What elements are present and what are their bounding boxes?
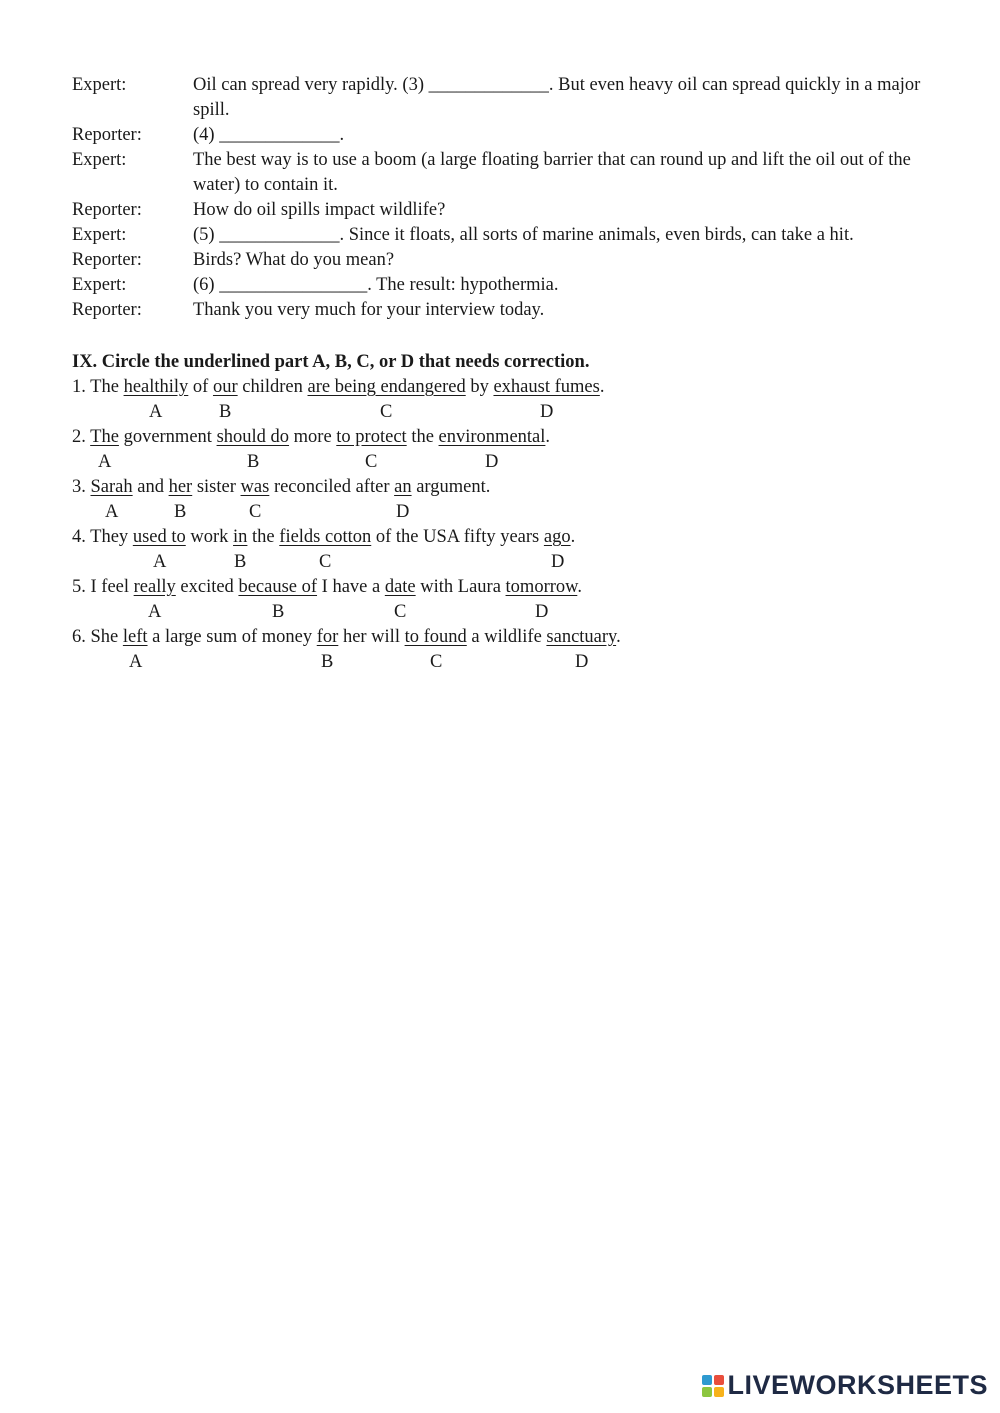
speech-text: The best way is to use a boom (a large floating barrier that can round up and lift the oil out of the water) to contain it.: [193, 150, 911, 195]
option-letter[interactable]: A: [129, 652, 143, 672]
option-letter[interactable]: C: [319, 552, 332, 572]
question-sentence: [72, 575, 972, 600]
sentence-text: .: [570, 527, 576, 547]
underlined-part: healthily: [123, 377, 189, 397]
underlined-part: The: [90, 427, 119, 447]
sentence-text: 3.: [72, 477, 91, 497]
underlined-part: for: [316, 627, 339, 647]
sentence-text: .: [577, 577, 582, 597]
dialogue-turn: [72, 273, 932, 298]
option-letter[interactable]: C: [394, 602, 407, 622]
sentence-text: of: [188, 377, 213, 397]
underlined-part: because of: [238, 577, 318, 597]
speaker-label: Expert:: [72, 225, 127, 245]
dialogue-turn: [72, 198, 932, 223]
underlined-part: an: [394, 477, 412, 497]
sentence-text: her will: [338, 627, 405, 647]
question-list: [72, 375, 972, 675]
option-letter[interactable]: A: [153, 552, 167, 572]
speech-text: (5) _____________. Since it floats, all sorts of marine animals, even birds, can take a hit.: [193, 225, 854, 245]
sentence-text: 1. The: [72, 377, 124, 397]
underlined-part: was: [240, 477, 270, 497]
option-letters: [72, 650, 972, 675]
option-letter[interactable]: D: [485, 452, 499, 472]
sentence-text: by: [465, 377, 494, 397]
speaker-label: Reporter:: [72, 200, 142, 220]
option-letter[interactable]: B: [234, 552, 247, 572]
underlined-part: exhaust fumes: [493, 377, 600, 397]
speaker-label: Expert:: [72, 75, 127, 95]
option-letter[interactable]: C: [365, 452, 378, 472]
underlined-part: left: [122, 627, 148, 647]
logo-square: [714, 1375, 724, 1385]
logo-mark-icon: [702, 1375, 724, 1397]
underlined-part: used to: [132, 527, 186, 547]
option-letter[interactable]: D: [540, 402, 554, 422]
sentence-text: 5. I feel: [72, 577, 134, 597]
underlined-part: tomorrow: [505, 577, 578, 597]
option-letter[interactable]: B: [174, 502, 187, 522]
sentence-text: more: [289, 427, 337, 447]
option-letters: [72, 500, 972, 525]
logo-square: [714, 1387, 724, 1397]
sentence-text: and: [132, 477, 169, 497]
sentence-text: .: [616, 627, 621, 647]
speech-text: How do oil spills impact wildlife?: [193, 200, 446, 220]
dialogue-turn: [72, 298, 932, 323]
sentence-text: children: [237, 377, 308, 397]
question-sentence: [72, 625, 972, 650]
option-letter[interactable]: B: [272, 602, 285, 622]
logo-text: LIVEWORKSHEETS: [727, 1370, 988, 1400]
option-letter[interactable]: C: [430, 652, 443, 672]
dialogue-turn: [72, 248, 932, 273]
option-letters: [72, 450, 972, 475]
exercise-title: IX. Circle the underlined part A, B, C, or D that needs correction.: [72, 352, 590, 372]
sentence-text: 2.: [72, 427, 91, 447]
sentence-text: 4. They: [72, 527, 133, 547]
speaker-label: Expert:: [72, 150, 127, 170]
sentence-text: the: [406, 427, 439, 447]
option-letter[interactable]: D: [396, 502, 410, 522]
sentence-text: a wildlife: [466, 627, 547, 647]
option-letter[interactable]: A: [98, 452, 112, 472]
sentence-text: work: [185, 527, 234, 547]
underlined-part: fields cotton: [279, 527, 372, 547]
dialogue-turn: [72, 123, 932, 148]
underlined-part: to found: [404, 627, 467, 647]
question-sentence: [72, 375, 972, 400]
sentence-text: reconciled after: [269, 477, 395, 497]
option-letter[interactable]: B: [247, 452, 260, 472]
option-letters: [72, 600, 972, 625]
option-letters: [72, 550, 972, 575]
underlined-part: environmental: [438, 427, 546, 447]
speaker-label: Reporter:: [72, 250, 142, 270]
speaker-label: Reporter:: [72, 300, 142, 320]
speaker-label: Reporter:: [72, 125, 142, 145]
underlined-part: should do: [216, 427, 290, 447]
underlined-part: date: [384, 577, 416, 597]
underlined-part: ago: [543, 527, 571, 547]
option-letter[interactable]: D: [535, 602, 549, 622]
sentence-text: of the USA fifty years: [371, 527, 544, 547]
sentence-text: .: [545, 427, 551, 447]
speech-text: Birds? What do you mean?: [193, 250, 395, 270]
dialogue-turn: [72, 73, 932, 123]
option-letter[interactable]: C: [249, 502, 262, 522]
option-letter[interactable]: D: [575, 652, 589, 672]
sentence-text: the: [247, 527, 280, 547]
underlined-part: are being endangered: [307, 377, 466, 397]
sentence-text: I have a: [317, 577, 385, 597]
speech-text: Oil can spread very rapidly. (3) _____________. But even heavy oil can spread quickly in a major spill.: [193, 75, 921, 120]
sentence-text: government: [118, 427, 217, 447]
speech-text: (4) _____________.: [193, 125, 345, 145]
speech-text: Thank you very much for your interview today.: [193, 300, 545, 320]
option-letter[interactable]: A: [148, 602, 162, 622]
exercise-ix: [72, 350, 972, 675]
interview-dialogue: [72, 73, 932, 323]
option-letters: [72, 400, 972, 425]
underlined-part: sanctuary: [546, 627, 617, 647]
underlined-part: her: [168, 477, 193, 497]
underlined-part: our: [212, 377, 238, 397]
underlined-part: Sarah: [90, 477, 133, 497]
sentence-text: 6. She: [72, 627, 123, 647]
option-letter[interactable]: A: [105, 502, 119, 522]
sentence-text: a large sum of money: [147, 627, 317, 647]
option-letter[interactable]: B: [219, 402, 232, 422]
logo-square: [702, 1387, 712, 1397]
logo-square: [702, 1375, 712, 1385]
sentence-text: argument.: [411, 477, 491, 497]
question-sentence: [72, 525, 972, 550]
liveworksheets-logo: [702, 1370, 988, 1401]
underlined-part: to protect: [336, 427, 407, 447]
dialogue-turn: [72, 148, 932, 198]
dialogue-turn: [72, 223, 932, 248]
underlined-part: really: [133, 577, 176, 597]
question-sentence: [72, 425, 972, 450]
sentence-text: sister: [192, 477, 241, 497]
sentence-text: excited: [175, 577, 239, 597]
option-letter[interactable]: B: [321, 652, 334, 672]
option-letter[interactable]: A: [149, 402, 163, 422]
option-letter[interactable]: D: [551, 552, 565, 572]
underlined-part: in: [233, 527, 248, 547]
option-letter[interactable]: C: [380, 402, 393, 422]
sentence-text: .: [599, 377, 605, 397]
question-sentence: [72, 475, 972, 500]
sentence-text: with Laura: [415, 577, 506, 597]
speech-text: (6) ________________. The result: hypothermia.: [193, 275, 559, 295]
speaker-label: Expert:: [72, 275, 127, 295]
